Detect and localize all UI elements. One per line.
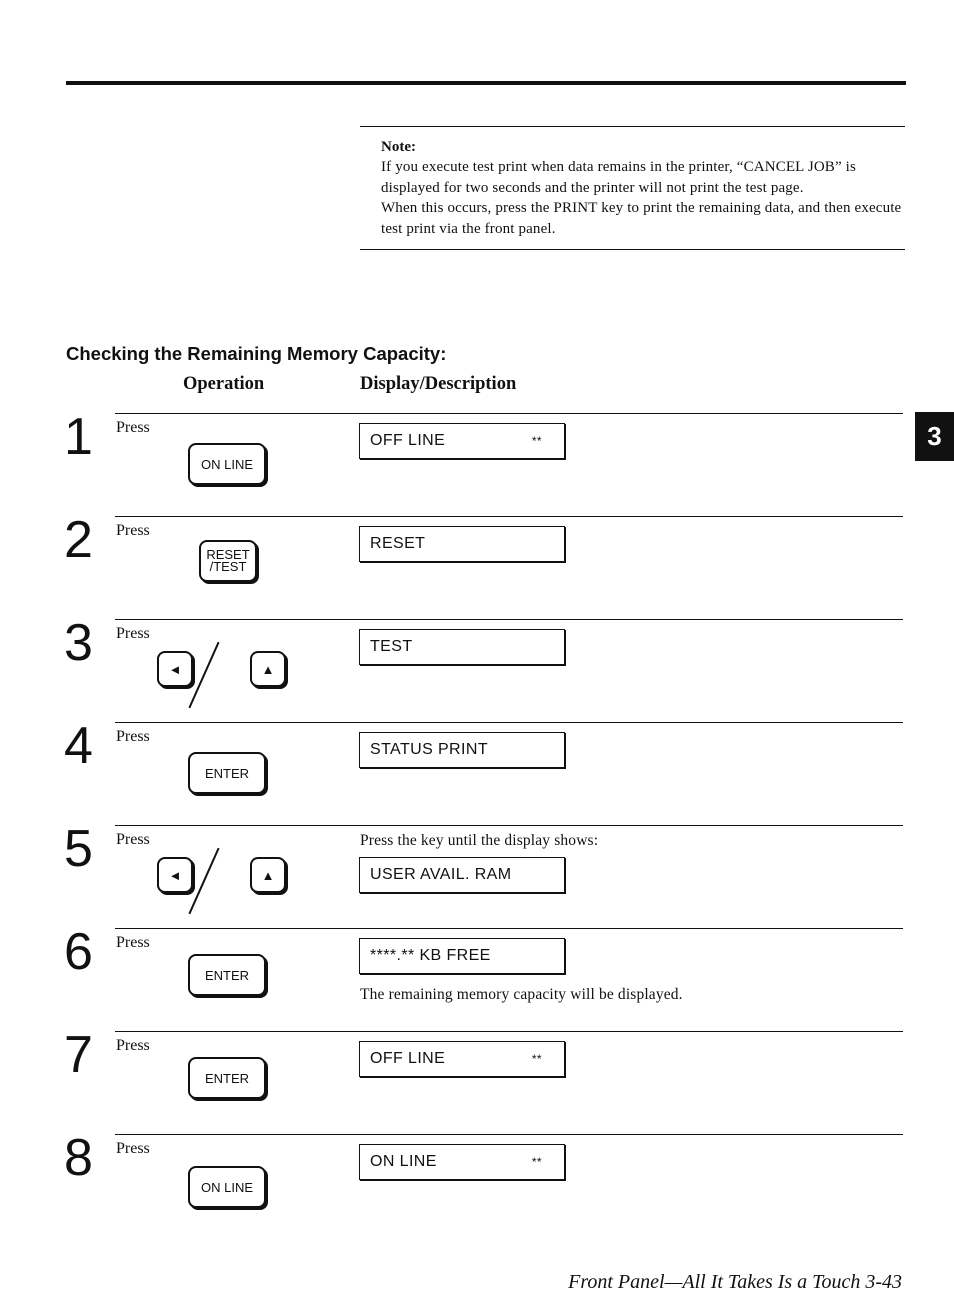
note-body: If you execute test print when data remains in the printer, “CANCEL JOB” is displayed for two seconds and the printer will not print the test page. When this occurs, press the PRINT key to print the remaining data, and then execute test print via the front panel. (381, 159, 902, 237)
display-text: USER AVAIL. RAM (370, 866, 512, 883)
step-number: 3 (64, 614, 93, 672)
chapter-tab: 3 (915, 412, 954, 461)
step-1 (0, 408, 954, 516)
enter-key[interactable]: ENTER (188, 954, 266, 996)
step-number: 5 (64, 820, 93, 878)
press-label: Press (116, 419, 150, 436)
display-text: ****.** KB FREE (370, 947, 491, 964)
press-label: Press (116, 1037, 150, 1054)
lcd-display (359, 732, 565, 768)
note-title: Note: (381, 139, 416, 155)
lcd-display (359, 1144, 565, 1180)
step-divider (115, 413, 903, 414)
left-arrow-icon: ◄ (168, 867, 182, 883)
press-label: Press (116, 625, 150, 642)
display-text: ON LINE (370, 1153, 437, 1170)
column-heading-display: Display/Description (360, 374, 517, 394)
up-arrow-icon: ▲ (261, 867, 275, 883)
reset-test-key[interactable] (199, 540, 257, 582)
display-text: TEST (370, 638, 413, 655)
up-arrow-icon: ▲ (261, 661, 275, 677)
step-divider (115, 928, 903, 929)
lcd-display (359, 1041, 565, 1077)
step-3 (0, 614, 954, 722)
lcd-display (359, 629, 565, 665)
step-number: 7 (64, 1026, 93, 1084)
press-label: Press (116, 728, 150, 745)
on-line-key[interactable]: ON LINE (188, 1166, 266, 1208)
step-6 (0, 923, 954, 1031)
display-text: RESET (370, 535, 426, 552)
display-text: STATUS PRINT (370, 741, 488, 758)
step-number: 8 (64, 1129, 93, 1187)
step-4 (0, 717, 954, 825)
column-heading-operation: Operation (183, 374, 265, 394)
step-divider (115, 722, 903, 723)
step-5 (0, 820, 954, 928)
display-stars: ** (531, 1155, 542, 1169)
press-label: Press (116, 522, 150, 539)
left-arrow-key[interactable] (157, 651, 193, 687)
display-stars: ** (531, 1052, 542, 1066)
or-slash (188, 642, 219, 709)
left-arrow-icon: ◄ (168, 661, 182, 677)
top-rule (66, 81, 906, 85)
step-divider (115, 1031, 903, 1032)
display-text: OFF LINE (370, 1050, 446, 1067)
step-7 (0, 1026, 954, 1134)
step-number: 2 (64, 511, 93, 569)
on-line-key[interactable]: ON LINE (188, 443, 266, 485)
step-2 (0, 511, 954, 619)
reset-key-line1: RESET (206, 547, 250, 562)
step-divider (115, 825, 903, 826)
left-arrow-key[interactable] (157, 857, 193, 893)
up-arrow-key[interactable] (250, 857, 286, 893)
display-stars: ** (531, 434, 542, 448)
press-label: Press (116, 1140, 150, 1157)
section-title: Checking the Remaining Memory Capacity: (66, 343, 447, 364)
step-description: The remaining memory capacity will be displayed. (360, 986, 683, 1003)
step-divider (115, 1134, 903, 1135)
or-slash (188, 848, 219, 915)
step-number: 1 (64, 408, 93, 466)
enter-key[interactable]: ENTER (188, 1057, 266, 1099)
step-divider (115, 619, 903, 620)
step-number: 6 (64, 923, 93, 981)
up-arrow-key[interactable] (250, 651, 286, 687)
reset-key-line2: /TEST (209, 559, 247, 574)
lcd-display (359, 423, 565, 459)
page-footer: Front Panel—All It Takes Is a Touch 3-43 (568, 1271, 902, 1293)
display-text: OFF LINE (370, 432, 446, 449)
lcd-display (359, 857, 565, 893)
press-label: Press (116, 934, 150, 951)
step-divider (115, 516, 903, 517)
note-box (360, 126, 905, 250)
lcd-display (359, 526, 565, 562)
lcd-display (359, 938, 565, 974)
step-number: 4 (64, 717, 93, 775)
step-instruction: Press the key until the display shows: (360, 832, 599, 849)
enter-key[interactable]: ENTER (188, 752, 266, 794)
step-8 (0, 1129, 954, 1237)
press-label: Press (116, 831, 150, 848)
